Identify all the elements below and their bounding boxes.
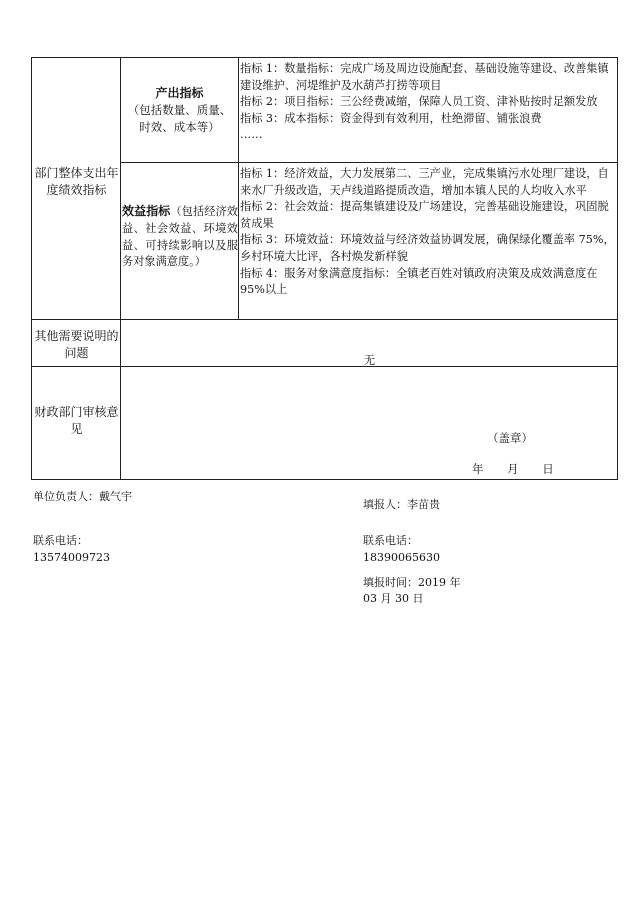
output-indicator-content — [240, 61, 616, 144]
other-issues-value: 无 — [363, 353, 376, 367]
fill-date: 填报时间：2019 年 03 月 30 日 — [363, 576, 461, 605]
output-item-1: 指标 1：数量指标：完成广场及周边设施配套、基础设施等建设、改善集镇建设维护、河堤维护及水葫芦打捞等项目 — [240, 62, 609, 92]
benefit-item-2: 指标 2：社会效益：提高集镇建设及广场建设，完善基础设施建设，巩固脱贫成果 — [240, 200, 609, 230]
filler-name: 填报人：李苗贵 — [363, 498, 440, 511]
benefit-indicator-subtitle: （包括经济效益、社会效益、环境效益、可持续影响以及服务对象满意度。） — [122, 205, 238, 269]
output-indicator-title: 产出指标 — [155, 86, 204, 100]
other-issues-label: 其他需要说明的问题 — [34, 329, 119, 360]
review-date-placeholder: 年 月 日 — [472, 462, 554, 476]
table-divider — [238, 57, 239, 319]
phone-label-right: 联系电话： — [363, 534, 418, 547]
output-item-2: 指标 2：项目指标：三公经费减缩，保障人员工资、津补贴按时足额发放 — [240, 95, 598, 109]
output-indicator-category — [123, 84, 236, 136]
benefit-item-1: 指标 1：经济效益，大力发展第二、三产业，完成集镇污水处理厂建设，自来水厂升级改造，天卢线道路提质改造，增加本镇人民的人均收入水平 — [240, 167, 609, 197]
benefit-item-4: 指标 4：服务对象满意度指标：全镇老百姓对镇政府决策及成效满意度在 95%以上 — [240, 266, 598, 297]
phone-right: 18390065630 — [363, 551, 440, 564]
table-divider — [120, 57, 121, 480]
output-item-more: …… — [240, 128, 263, 142]
phone-label-left: 联系电话： — [33, 534, 88, 547]
seal-placeholder: （盖章） — [487, 431, 533, 445]
benefit-indicator-content — [240, 166, 616, 299]
benefit-item-3: 指标 3：环境效益：环境效益与经济效益协调发展，确保绿化覆盖率 75%，乡村环境大比评，各村焕发新样貌 — [240, 233, 615, 263]
finance-review-label: 财政部门审核意见 — [34, 405, 119, 436]
output-indicator-subtitle: （包括数量、质量、时效、成本等） — [127, 103, 232, 135]
benefit-indicator-category — [122, 203, 238, 271]
output-item-3: 指标 3：成本指标：资金得到有效利用，杜绝滞留、铺张浪费 — [240, 111, 542, 125]
table-divider — [31, 319, 618, 320]
dept-indicator-label: 部门整体支出年度绩效指标 — [34, 166, 119, 197]
benefit-indicator-title: 效益指标 — [122, 204, 171, 218]
phone-left: 13574009723 — [33, 551, 110, 564]
unit-head: 单位负责人：戴气宇 — [33, 490, 132, 503]
table-divider — [120, 162, 618, 163]
